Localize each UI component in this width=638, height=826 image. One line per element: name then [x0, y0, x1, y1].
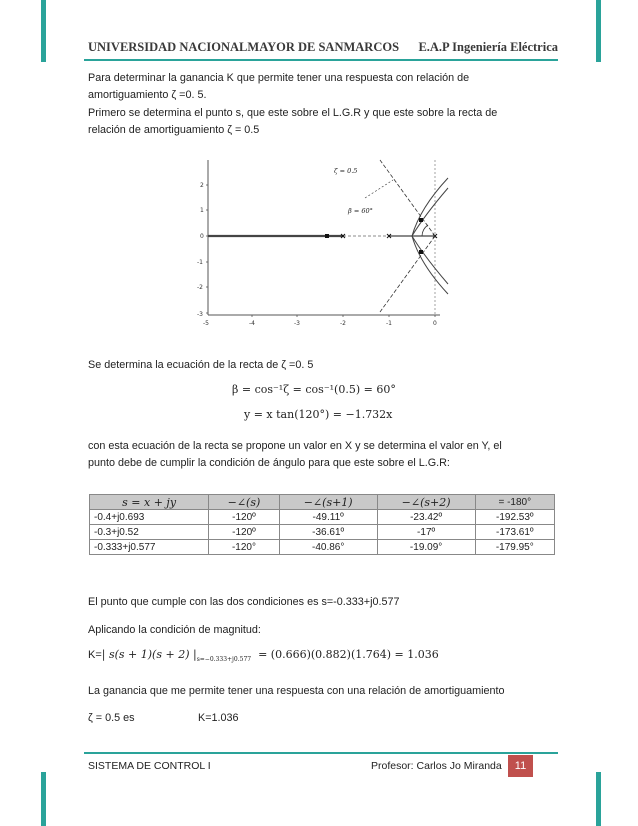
table-row	[90, 525, 555, 540]
table-cell: -120º	[209, 510, 280, 525]
paragraph-intro	[88, 70, 552, 104]
paragraph-conclusion: La ganancia que me permite tener una respuesta con una relación de amortiguamiento	[88, 685, 505, 697]
table-cell: -179.95°	[475, 540, 554, 555]
table-cell: -120°	[209, 540, 280, 555]
header-university: UNIVERSIDAD NACIONALMAYOR DE SANMARCOS	[88, 40, 400, 54]
right-margin-line	[596, 0, 601, 62]
paragraph-zeta-line	[88, 357, 552, 374]
x-tick-label: -5	[203, 320, 209, 327]
table-cell: -40.86°	[279, 540, 377, 555]
table-cell: -23.42º	[377, 510, 475, 525]
table-cell: -49.11º	[279, 510, 377, 525]
equation-gain-subscript: s=−0.333+j0.577	[196, 656, 252, 664]
equation-beta: β = cos⁻¹ζ = cos⁻¹(0.5) = 60°	[232, 383, 396, 396]
y-tick-label: 2	[200, 182, 204, 189]
angle-table	[89, 494, 555, 555]
y-tick-label: 0	[200, 233, 204, 240]
paragraph-final	[88, 710, 552, 727]
table-cell: -19.09°	[377, 540, 475, 555]
equation-gain: K=| s(s + 1)(s + 2) $|_{s=-0.333+j0.577} = (0.666)(0.882)(1.764) = 1.036$	[88, 648, 439, 664]
footer-rule	[84, 752, 558, 754]
table-cell: -0.4+j0.693	[90, 510, 209, 525]
root-locus-plot	[190, 158, 450, 330]
paragraph-step1-line1: Primero se determina el punto s, que este sobre el L.G.R y que este sobre la recta de	[88, 107, 498, 119]
table-header-cell: −∠(s+2)	[377, 495, 475, 510]
table-header-cell: = -180°	[475, 495, 554, 510]
x-tick-label: -3	[294, 320, 300, 327]
header-rule	[84, 59, 558, 61]
x-tick-label: -1	[386, 320, 392, 327]
table-cell: -17º	[377, 525, 475, 540]
table-row	[90, 510, 555, 525]
final-gain: K=1.036	[198, 712, 239, 724]
paragraph-angle-line1: con esta ecuación de la recta se propone un valor en X y se determina el valor en Y, el	[88, 440, 502, 452]
y-tick-label: -1	[197, 259, 203, 266]
paragraph-intro-line1: Para determinar la ganancia K que permite tener una respuesta con relación de	[88, 72, 470, 84]
equation-line: y = x tan(120°) = −1.732x	[244, 408, 393, 421]
zeta-line	[380, 160, 435, 236]
table-header-cell: s = x + jy	[90, 495, 209, 510]
left-footer-line	[41, 772, 46, 826]
paragraph-step1-line2: relación de amortiguamiento ζ = 0.5	[88, 124, 260, 136]
paragraph-result-point: El punto que cumple con las dos condiciones es s=-0.333+j0.577	[88, 596, 400, 608]
table-row	[90, 540, 555, 555]
y-tick-label: 1	[200, 207, 204, 214]
table-cell: -192.53º	[475, 510, 554, 525]
paragraph-intro-line2: amortiguamiento ζ =0. 5.	[88, 89, 207, 101]
paragraph-angle-line2: punto debe de cumplir la condición de ángulo para que este sobre el L.G.R:	[88, 457, 450, 469]
table-cell: -0.333+j0.577	[90, 540, 209, 555]
footer-course: SISTEMA DE CONTROL I	[88, 760, 211, 772]
table-cell: -0.3+j0.52	[90, 525, 209, 540]
table-header-cell: −∠(s)	[209, 495, 280, 510]
header-school: E.A.P Ingeniería Eléctrica	[418, 40, 558, 54]
page-number: 11	[508, 755, 533, 777]
x-tick-label: 0	[433, 320, 437, 327]
y-tick-label: -3	[197, 311, 203, 318]
table-header-row	[90, 495, 555, 510]
final-zeta: ζ = 0.5 es	[88, 712, 135, 724]
right-footer-line	[596, 772, 601, 826]
equation-gain-result: = (0.666)(0.882)(1.764) = 1.036	[258, 648, 439, 661]
footer-professor: Profesor: Carlos Jo Miranda	[371, 760, 502, 772]
paragraph-angle-condition	[88, 438, 552, 472]
paragraph-magnitude: Aplicando la condición de magnitud:	[88, 624, 261, 636]
x-tick-label: -4	[249, 320, 255, 327]
equation-gain-prefix: K=	[88, 649, 102, 661]
zeta-label: ζ = 0.5	[334, 167, 358, 175]
table-cell: -36.61º	[279, 525, 377, 540]
paragraph-step1	[88, 105, 552, 139]
paragraph-zeta-line-text: Se determina la ecuación de la recta de ζ =0. 5	[88, 359, 314, 371]
y-tick-label: -2	[197, 284, 203, 291]
x-tick-label: -2	[340, 320, 346, 327]
table-cell: -173.61º	[475, 525, 554, 540]
table-cell: -120º	[209, 525, 280, 540]
equation-gain-body: s(s + 1)(s + 2)	[108, 648, 190, 661]
beta-label: β = 60°	[348, 207, 373, 215]
left-margin-line	[41, 0, 46, 62]
table-header-cell: −∠(s+1)	[279, 495, 377, 510]
